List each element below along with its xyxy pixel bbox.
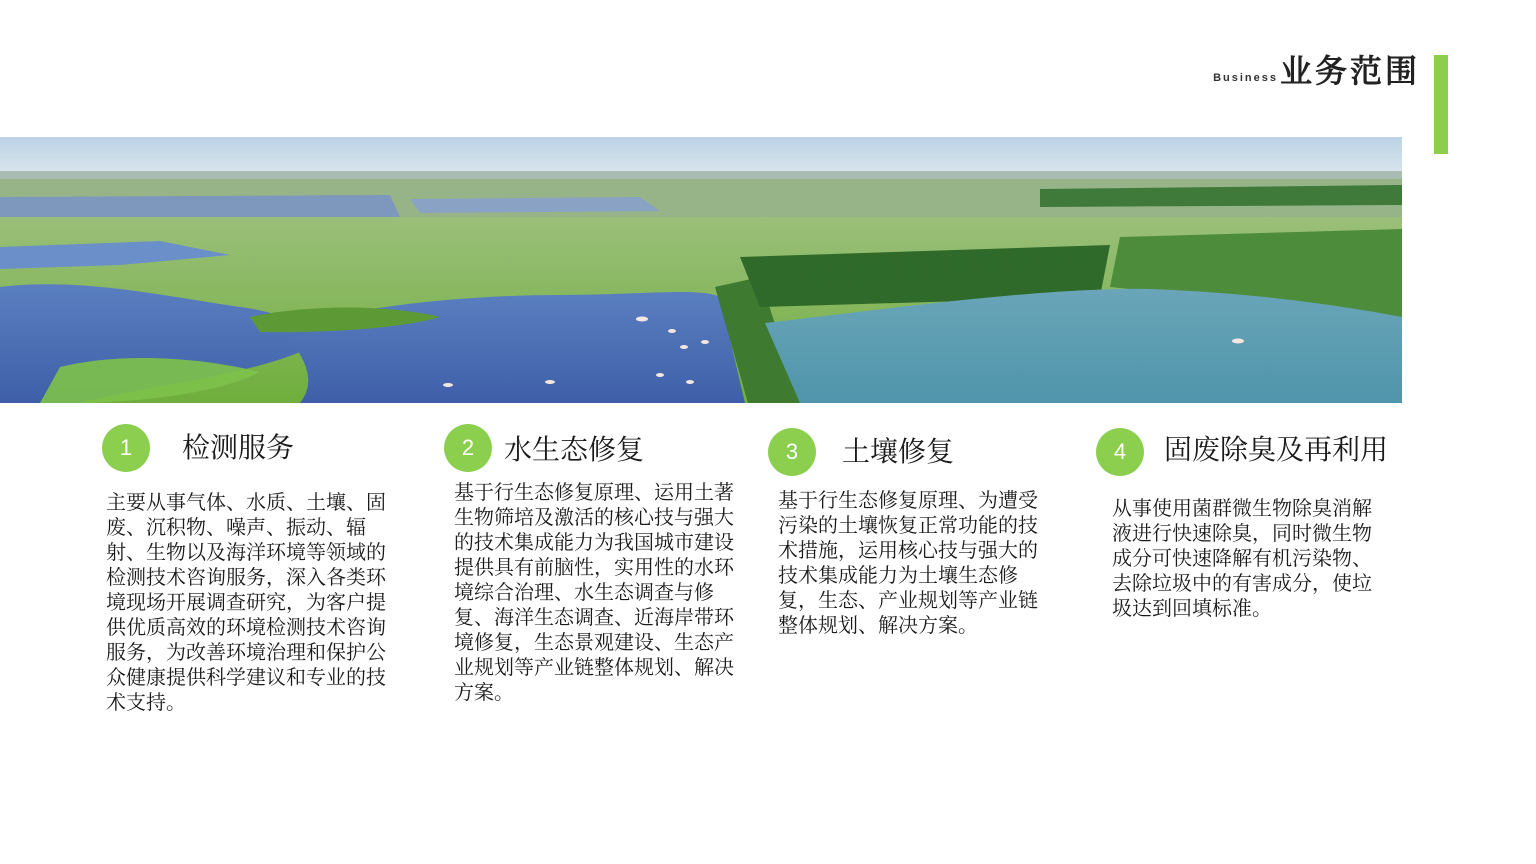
banner-photo xyxy=(0,137,1402,403)
number-badge: 3 xyxy=(768,428,816,476)
service-description: 基于行生态修复原理、为遭受污染的土壤恢复正常功能的技术措施，运用核心技与强大的技术集成能力为土壤生态修复，生态、产业规划等产业链整体规划、解决方案。 xyxy=(778,488,1038,637)
service-description: 基于行生态修复原理、运用土著生物筛培及激活的核心技与强大的技术集成能力为我国城市建设提供具有前脑性，实用性的水环境综合治理、水生态调查与修复、海洋生态调查、近海岸带环境修复，生态景观建设、生态产业规划等产业链整体规划、解决方案。 xyxy=(454,480,734,704)
service-title: 检测服务 xyxy=(182,431,295,464)
wetland-landscape-illustration xyxy=(0,137,1402,403)
header-english-label: Business xyxy=(1213,72,1278,84)
accent-bar xyxy=(1434,55,1448,154)
number-badge: 4 xyxy=(1096,428,1144,476)
service-description: 主要从事气体、水质、土壤、固废、沉积物、噪声、振动、辐射、生物以及海洋环境等领域的检测技术咨询服务，深入各类环境现场开展调查研究，为客户提供优质高效的环境检测技术咨询服务，为改善环境治理和保护公众健康提供科学建议和专业的技术支持。 xyxy=(106,490,386,714)
service-title: 土壤修复 xyxy=(842,435,955,468)
service-title: 固废除臭及再利用 xyxy=(1164,433,1389,466)
section-header xyxy=(1213,52,1420,90)
number-badge: 2 xyxy=(444,424,492,472)
service-description: 从事使用菌群微生物除臭消解液进行快速除臭，同时微生物成分可快速降解有机污染物、去除垃圾中的有害成分，使垃圾达到回填标准。 xyxy=(1112,496,1372,620)
service-title: 水生态修复 xyxy=(504,433,645,466)
page-title: 业务范围 xyxy=(1279,52,1420,90)
number-badge: 1 xyxy=(102,424,150,472)
